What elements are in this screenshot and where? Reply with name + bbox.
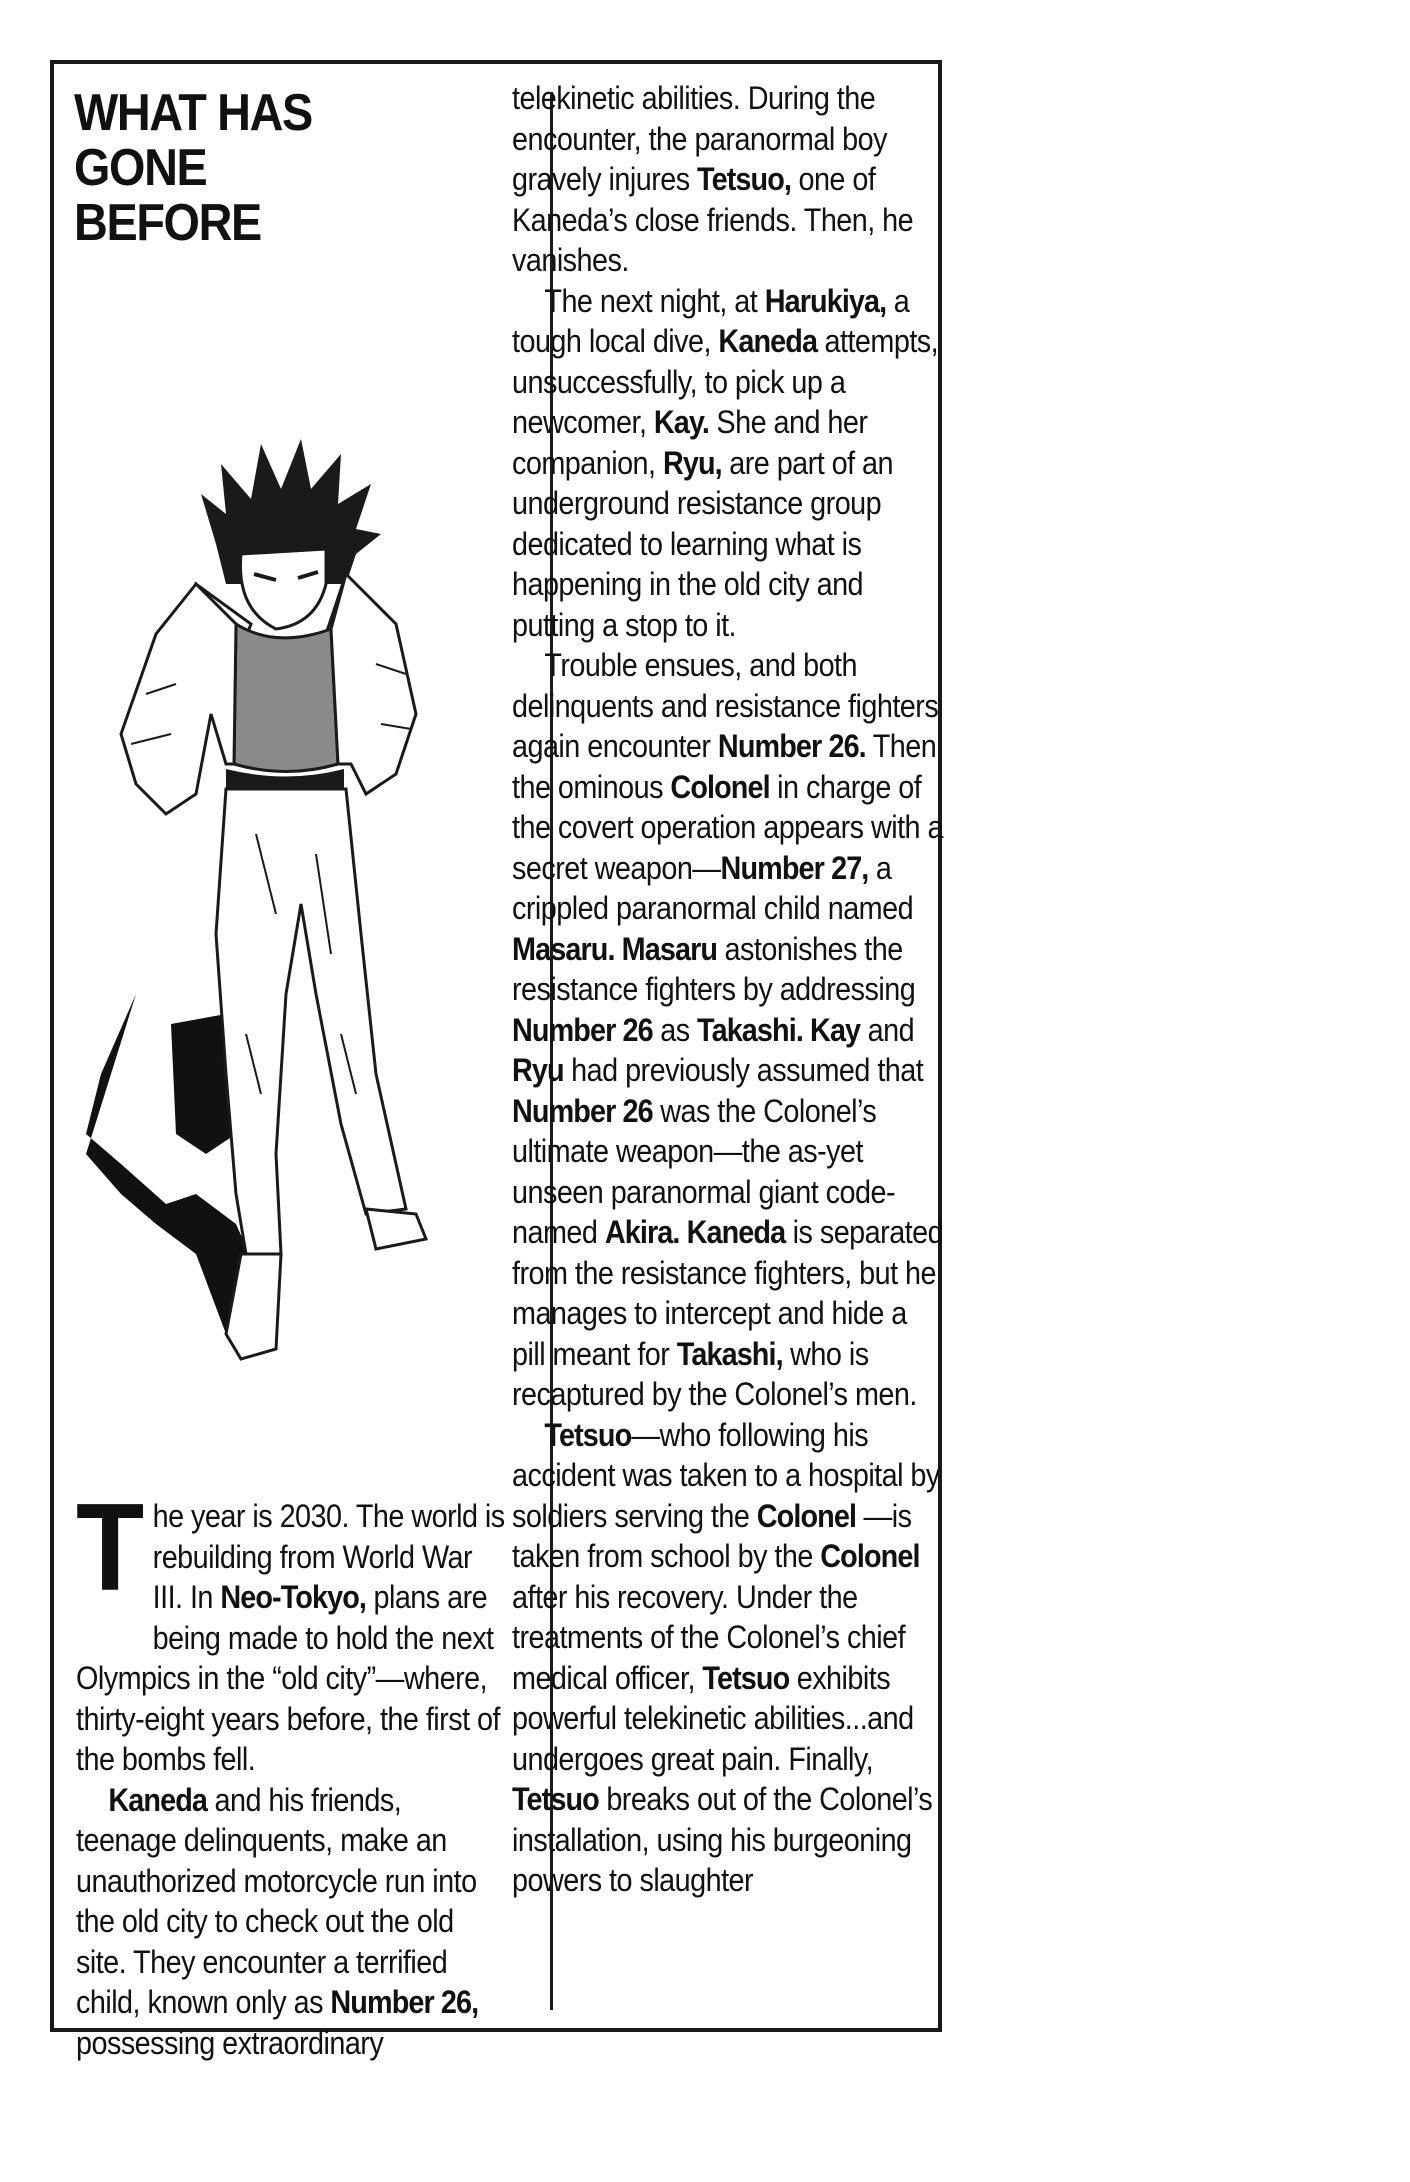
paragraph: [512, 281, 944, 646]
name-highlight: Colonel: [756, 1497, 857, 1534]
text-run: Then the ominous: [512, 728, 937, 805]
text-run: breaks out of the Colonel’s installation, using his burgeoning powers to slaughter: [512, 1781, 933, 1898]
text-run: is separated from the resistance fighters, but he manages to intercept and hide a pill meant for: [512, 1214, 944, 1372]
text-run: possessing extraordinary: [76, 2024, 384, 2061]
text-run: She and her companion,: [512, 404, 868, 481]
name-highlight: Tetsuo,: [697, 161, 792, 197]
summary-box: [50, 60, 944, 2061]
name-highlight: Kay.: [653, 404, 709, 440]
text-run: he year is 2030. The world is rebuilding from World War III. In: [152, 1498, 505, 1615]
text-run: Trouble ensues, and both delinquents and resistance fighters again encounter: [512, 647, 939, 764]
text-run: a tough local dive,: [512, 282, 910, 359]
name-highlight: Tetsuo: [702, 1659, 790, 1696]
text-run: astonishes the resistance fighters by addressing: [512, 930, 916, 1007]
text-run: —who following his accident was taken to a hospital by soldiers serving the: [512, 1416, 940, 1534]
name-highlight: Number 26.: [717, 728, 866, 764]
heading-line-1: WHAT HAS: [74, 84, 312, 142]
name-highlight: Kaneda: [108, 1781, 208, 1818]
text-run: was the Colonel’s ultimate weapon—the as-yet unseen paranormal giant code-named: [512, 1092, 896, 1250]
name-highlight: Number 26,: [330, 1984, 479, 2020]
drop-cap: T: [76, 1479, 144, 1617]
section-heading: [74, 86, 312, 251]
text-run: in charge of the covert operation appears with a secret weapon—: [512, 768, 943, 886]
name-highlight: Takashi,: [676, 1335, 783, 1372]
paragraph: [512, 1415, 944, 1901]
text-run: attempts, unsuccessfully, to pick up a newcomer,: [512, 323, 939, 440]
text-run: plans are being made to hold the next Olympics in the “old city”—where, thirty-eight years before, the first of the bombs fell.: [76, 1579, 500, 1777]
text-run: a crippled paranormal child named: [512, 849, 914, 926]
name-highlight: Masaru. Masaru: [512, 930, 718, 967]
paragraph: [512, 78, 944, 281]
text-run: and: [860, 1011, 915, 1048]
name-highlight: Ryu,: [662, 444, 722, 481]
text-run: are part of an underground resistance group dedicated to learning what is happening in the old city and putting a stop to it.: [512, 444, 893, 643]
heading-line-3: BEFORE: [74, 194, 261, 252]
name-highlight: Colonel: [820, 1538, 920, 1574]
text-run: —is taken from school by the: [512, 1497, 912, 1574]
name-highlight: Neo-Tokyo,: [220, 1579, 367, 1615]
text-run: after his recovery. Under the treatments of the Colonel’s chief medical officer,: [512, 1578, 906, 1696]
name-highlight: Akira. Kaneda: [604, 1214, 786, 1250]
text-run: who is recaptured by the Colonel’s men.: [512, 1335, 917, 1412]
text-run: and his friends, teenage delinquents, make an unauthorized motorcycle run into the old city to check out the old site. They encounter a terrified child, known only as: [76, 1781, 477, 2020]
text-run: had previously assumed that: [563, 1052, 924, 1088]
kaneda-illustration: [76, 434, 536, 1424]
name-highlight: Kaneda: [718, 323, 818, 359]
paragraph: [76, 1479, 506, 1780]
text-run: exhibits powerful telekinetic abilities...and undergoes great pain. Finally,: [512, 1659, 914, 1777]
left-column: [76, 1479, 506, 2063]
paragraph: [512, 645, 944, 1415]
right-column: [512, 78, 944, 1901]
name-highlight: Number 27,: [720, 849, 869, 886]
text-run: telekinetic abilities. During the encounter, the paranormal boy gravely injures: [512, 80, 888, 197]
name-highlight: Tetsuo: [512, 1781, 599, 1817]
text-run: one of Kaneda’s close friends. Then, he vanishes.: [512, 161, 914, 278]
name-highlight: Colonel: [670, 768, 770, 805]
paragraph: [76, 1780, 506, 2064]
text-run: as: [652, 1011, 698, 1048]
name-highlight: Harukiya,: [764, 282, 887, 319]
text-run: The next night, at: [544, 282, 765, 319]
name-highlight: Ryu: [512, 1052, 564, 1088]
name-highlight: Takashi. Kay: [697, 1011, 861, 1048]
name-highlight: Number 26: [512, 1092, 653, 1129]
heading-line-2: GONE: [74, 139, 207, 197]
name-highlight: Number 26: [512, 1011, 653, 1048]
name-highlight: Tetsuo: [544, 1416, 632, 1453]
